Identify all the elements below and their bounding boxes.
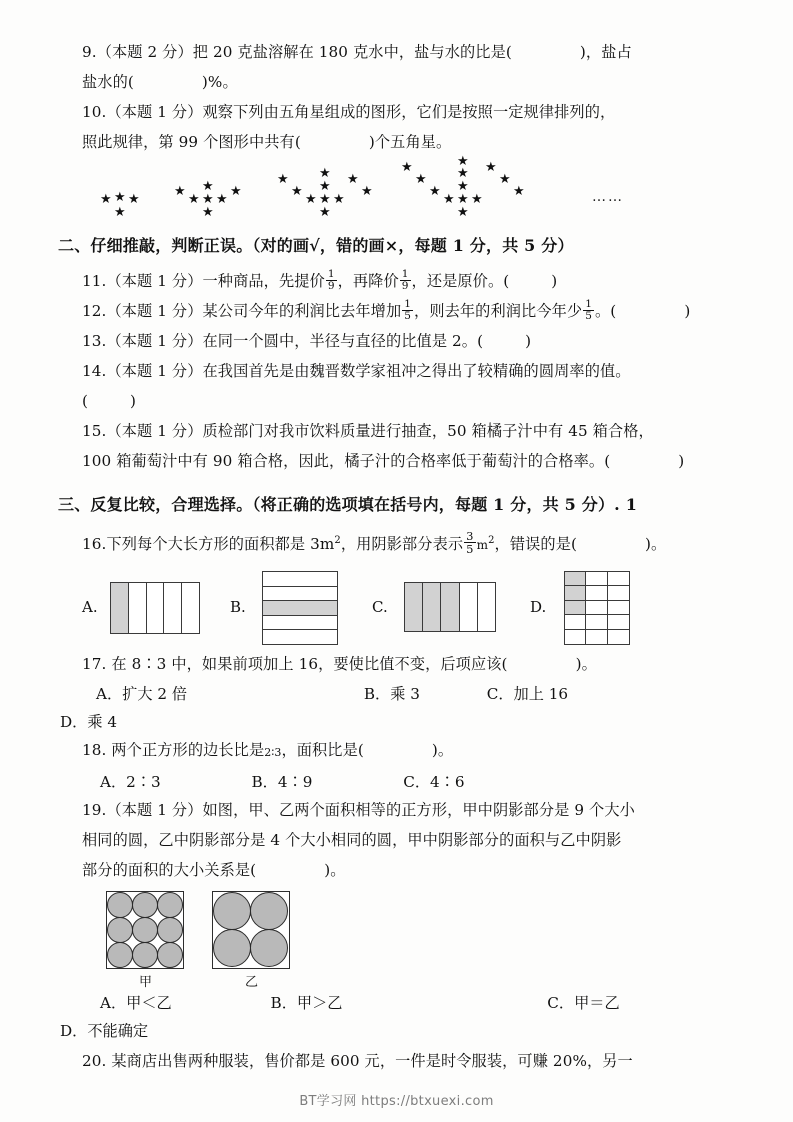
blank-cell xyxy=(263,615,337,630)
blank-cell xyxy=(586,601,607,615)
blank-cell xyxy=(146,583,164,633)
circle xyxy=(107,892,133,918)
star-glyph: ★ xyxy=(361,184,373,199)
shaded-cell xyxy=(565,601,586,615)
shaded-cell xyxy=(422,583,440,631)
q18-text-c: )。 xyxy=(431,741,454,760)
star-glyph: ★ xyxy=(114,190,126,205)
question-12 xyxy=(82,297,722,326)
q16-unit: m xyxy=(476,538,489,553)
exam-content xyxy=(58,38,722,1077)
question-17-options-row2 xyxy=(60,708,722,736)
question-13 xyxy=(82,327,722,356)
blank-cell xyxy=(608,586,629,600)
question-20: 20. 某商店出售两种服装，售价都是 600 元，一件是时令服装，可赚 20%，另一 xyxy=(82,1052,633,1071)
square-yi[interactable] xyxy=(212,891,290,969)
q16-text-a: 16.下列每个大长方形的面积都是 3m xyxy=(82,535,335,554)
fraction-numerator: 1 xyxy=(404,298,412,311)
option-a-label: A. xyxy=(82,598,98,617)
star-glyph: ★ xyxy=(202,205,214,220)
q18-text-a: 18. 两个正方形的边长比是 xyxy=(82,741,265,760)
question-10-line1: 10.（本题 1 分）观察下列由五角星组成的图形，它们是按照一定规律排列的， xyxy=(82,103,616,121)
star-glyph: ★ xyxy=(230,184,242,199)
q17-text-a: 17. 在 8∶3 中，如果前项加上 16，要使比值不变，后项应该( xyxy=(82,655,508,674)
question-15-line2 xyxy=(82,447,722,476)
q12-text-d: ) xyxy=(684,302,691,320)
option-a-rectangle[interactable] xyxy=(110,582,200,634)
blank-cell xyxy=(263,586,337,601)
star-glyph: ★ xyxy=(202,192,214,207)
q9-line2-text-a: 盐水的( xyxy=(82,73,134,91)
q17-option-b[interactable]: B．乘 3 xyxy=(363,685,420,704)
star-glyph: ★ xyxy=(128,192,140,207)
star-glyph: ★ xyxy=(443,192,455,207)
fraction-denominator: 5 xyxy=(404,310,412,323)
fraction-numerator: 1 xyxy=(585,298,592,311)
q19-option-a[interactable]: A．甲＜乙 xyxy=(100,994,172,1013)
blank-cell xyxy=(586,572,607,586)
star-glyph: ★ xyxy=(202,179,214,194)
section-two-heading: 二、仔细推敲，判断正误。（对的画√，错的画×，每题 1 分，共 5 分） xyxy=(58,236,574,255)
star-glyph: ★ xyxy=(277,172,289,187)
fraction-three-fifths xyxy=(464,530,475,555)
circle xyxy=(107,942,133,968)
question-11 xyxy=(82,267,722,296)
q17-option-a[interactable]: A．扩大 2 倍 xyxy=(96,685,188,704)
star-glyph: ★ xyxy=(347,172,359,187)
blank-cell xyxy=(263,629,337,644)
q19-text-a: 部分的面积的大小关系是( xyxy=(82,861,257,880)
q16-text-c: ，错误的是( xyxy=(494,535,578,554)
blank-cell xyxy=(608,630,629,644)
fraction-numerator: 3 xyxy=(466,528,474,543)
fraction-one-fifth-1 xyxy=(402,299,413,322)
fraction-denominator: 9 xyxy=(401,280,409,293)
q11-text-c: ，还是原价。( xyxy=(411,272,510,290)
q14-text-a: ( xyxy=(82,392,89,410)
blank-cell xyxy=(181,583,199,633)
q19-text-b: )。 xyxy=(324,861,346,880)
q18-text-b: ，面积比是( xyxy=(281,741,364,760)
figure-label-yi: 乙 xyxy=(245,975,259,991)
circle xyxy=(213,929,251,967)
section-three-heading: 三、反复比较，合理选择。（将正确的选项填在括号内，每题 1 分，共 5 分）. 1 xyxy=(58,495,638,514)
shaded-cell xyxy=(263,600,337,615)
q19-option-c[interactable]: C．甲＝乙 xyxy=(547,994,620,1013)
q18-ratio-value: 2∶3 xyxy=(264,746,282,760)
star-glyph: ★ xyxy=(216,192,228,207)
blank-cell xyxy=(263,572,337,586)
blank-cell xyxy=(586,630,607,644)
circle xyxy=(157,942,183,968)
star-glyph: ★ xyxy=(188,192,200,207)
star-glyph: ★ xyxy=(471,192,483,207)
question-19-line3 xyxy=(82,856,722,885)
question-18 xyxy=(82,736,722,767)
question-9-line2 xyxy=(82,68,722,97)
shaded-cell xyxy=(440,583,458,631)
fraction-denominator: 5 xyxy=(585,310,592,323)
blank-cell xyxy=(459,583,477,631)
q18-option-c[interactable]: C．4∶6 xyxy=(403,773,465,792)
star-glyph: ★ xyxy=(457,179,469,194)
circle xyxy=(250,892,288,930)
star-glyph: ★ xyxy=(457,205,469,220)
star-glyph: ★ xyxy=(333,192,345,207)
blank-cell xyxy=(565,615,586,629)
question-19-line1: 19.（本题 1 分）如图，甲、乙两个面积相等的正方形，甲中阴影部分是 9 个大小 xyxy=(82,801,635,820)
star-glyph: ★ xyxy=(457,192,469,207)
q9-line1-text-a: 9.（本题 2 分）把 20 克盐溶解在 180 克水中，盐与水的比是( xyxy=(82,43,512,61)
question-14-line2 xyxy=(82,387,722,416)
star-glyph: ★ xyxy=(114,205,126,220)
circle xyxy=(132,917,158,943)
pattern-ellipsis: …… xyxy=(592,189,624,205)
shaded-cell xyxy=(405,583,422,631)
star-glyph: ★ xyxy=(319,192,331,207)
question-16 xyxy=(82,526,722,560)
q12-text-b: ，则去年的利润比今年少 xyxy=(414,302,583,320)
star-glyph: ★ xyxy=(100,192,112,207)
blank-cell xyxy=(565,630,586,644)
q17-option-c[interactable]: C．加上 16 xyxy=(486,685,569,704)
option-d-grid[interactable] xyxy=(564,571,630,645)
star-pattern-figure xyxy=(100,154,722,220)
shaded-cell xyxy=(565,586,586,600)
star-glyph: ★ xyxy=(429,184,441,199)
q13-text-b: ) xyxy=(525,332,532,350)
question-15-line1: 15.（本题 1 分）质检部门对我市饮料质量进行抽查，50 箱橘子汁中有 45 箱合格， xyxy=(82,422,654,440)
question-18-options xyxy=(82,768,722,796)
option-d-label: D. xyxy=(530,598,547,617)
q16-superscript-1: 2 xyxy=(334,535,341,546)
shaded-cell xyxy=(565,572,586,586)
fraction-numerator: 1 xyxy=(401,268,409,281)
star-glyph: ★ xyxy=(485,160,497,175)
circle xyxy=(132,892,158,918)
q18-option-b[interactable]: B．4∶9 xyxy=(251,773,313,792)
square-jia[interactable] xyxy=(106,891,184,969)
circle xyxy=(157,917,183,943)
blank-cell xyxy=(608,572,629,586)
figure-label-jia: 甲 xyxy=(139,975,153,991)
blank-cell xyxy=(163,583,181,633)
circle xyxy=(157,892,183,918)
q9-line1-text-b: )，盐占 xyxy=(579,43,632,61)
circle xyxy=(107,917,133,943)
fraction-one-fifth-2 xyxy=(583,299,594,322)
circle xyxy=(132,942,158,968)
q19-option-b[interactable]: B．甲＞乙 xyxy=(270,994,343,1013)
question-19-line2: 相同的圆，乙中阴影部分是 4 个大小相同的圆，甲中阴影部分的面积与乙中阴影 xyxy=(82,831,622,850)
q13-text-a: 13.（本题 1 分）在同一个圆中，半径与直径的比值是 2。( xyxy=(82,332,484,350)
star-glyph: ★ xyxy=(499,172,511,187)
star-glyph: ★ xyxy=(319,205,331,220)
q11-text-b: ，再降价 xyxy=(337,272,399,290)
star-glyph: ★ xyxy=(457,166,469,181)
fraction-denominator: 9 xyxy=(327,280,335,293)
star-glyph: ★ xyxy=(415,172,427,187)
circle xyxy=(213,892,251,930)
option-c-label: C. xyxy=(372,598,388,617)
page-footer-watermark: BT学习网 https://btxuexi.com xyxy=(299,1094,494,1109)
q10-line2-text-a: 照此规律，第 99 个图形中共有( xyxy=(82,133,301,151)
option-b-label: B. xyxy=(230,598,246,617)
question-14-line1: 14.（本题 1 分）在我国首先是由魏晋数学家祖冲之得出了较精确的圆周率的值。 xyxy=(82,362,631,380)
star-glyph: ★ xyxy=(319,166,331,181)
question-17 xyxy=(82,650,722,679)
question-19-options-row2 xyxy=(60,1017,722,1045)
blank-cell xyxy=(608,615,629,629)
question-19-options-row1 xyxy=(82,989,722,1017)
question-9 xyxy=(82,38,722,67)
q17-option-d[interactable]: D．乘 4 xyxy=(60,713,118,732)
fraction-one-ninth-1 xyxy=(326,269,337,292)
star-glyph: ★ xyxy=(457,154,469,169)
star-glyph: ★ xyxy=(319,179,331,194)
question-16-figures xyxy=(82,568,722,646)
option-c-rectangle[interactable] xyxy=(404,582,496,632)
q15-text-b: ) xyxy=(678,452,685,470)
star-glyph: ★ xyxy=(513,184,525,199)
fraction-denominator: 5 xyxy=(466,541,474,556)
question-17-options-row1 xyxy=(82,680,722,708)
circle xyxy=(250,929,288,967)
star-glyph: ★ xyxy=(305,192,317,207)
blank-cell xyxy=(586,586,607,600)
star-glyph: ★ xyxy=(291,184,303,199)
q11-text-d: ) xyxy=(551,272,558,290)
q9-line2-text-b: )%。 xyxy=(201,73,238,91)
q17-text-b: )。 xyxy=(575,655,597,674)
star-glyph: ★ xyxy=(401,160,413,175)
question-10-line2 xyxy=(82,128,722,157)
q19-option-d[interactable]: D．不能确定 xyxy=(60,1022,149,1041)
option-b-rectangle[interactable] xyxy=(262,571,338,645)
blank-cell xyxy=(608,601,629,615)
blank-cell xyxy=(586,615,607,629)
q15-text-a: 100 箱葡萄汁中有 90 箱合格，因此，橘子汁的合格率低于葡萄汁的合格率。( xyxy=(82,452,611,470)
question-19-figures xyxy=(82,891,722,991)
blank-cell xyxy=(477,583,495,631)
q12-text-a: 12.（本题 1 分）某公司今年的利润比去年增加 xyxy=(82,302,402,320)
q10-line2-text-b: )个五角星。 xyxy=(368,133,452,151)
q12-text-c: 。( xyxy=(594,302,617,320)
q11-text-a: 11.（本题 1 分）一种商品，先提价 xyxy=(82,272,325,290)
q16-text-d: )。 xyxy=(645,535,667,554)
q16-text-b: ，用阴影部分表示 xyxy=(340,535,464,554)
fraction-one-ninth-2 xyxy=(400,269,411,292)
q18-option-a[interactable]: A．2∶3 xyxy=(100,773,161,792)
shaded-cell xyxy=(111,583,128,633)
star-glyph: ★ xyxy=(174,184,186,199)
fraction-numerator: 1 xyxy=(327,268,335,281)
q16-superscript-2: 2 xyxy=(488,535,495,546)
blank-cell xyxy=(128,583,146,633)
q14-text-b: ) xyxy=(130,392,137,410)
